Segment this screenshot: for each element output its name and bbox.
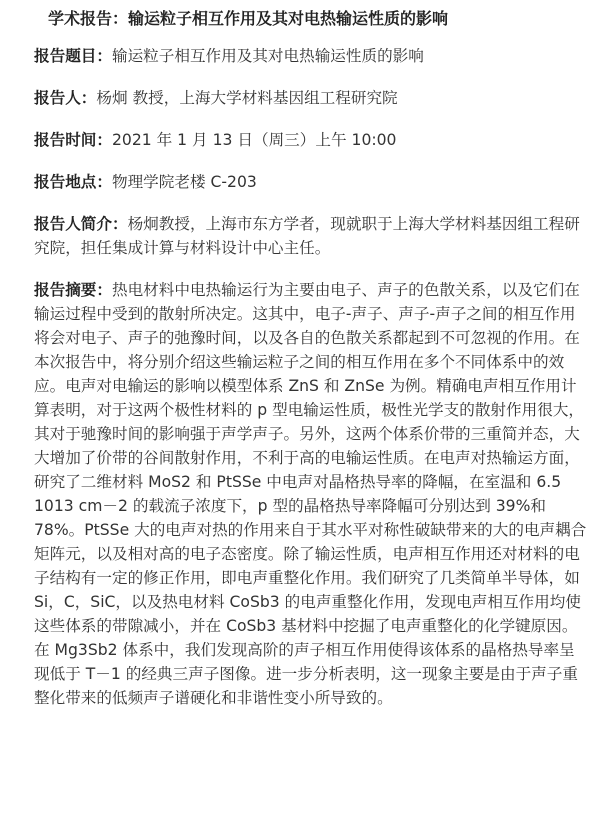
page-title: 学术报告：输运粒子相互作用及其对电热输运性质的影响 <box>48 9 449 28</box>
location-field <box>34 170 588 194</box>
report-topic-field <box>34 44 588 68</box>
speaker-label: 报告人： <box>34 89 97 107</box>
time-field <box>34 128 588 152</box>
speaker-bio-label: 报告人简介： <box>34 215 128 233</box>
speaker-bio-value: 杨炯教授，上海市东方学者，现就职于上海大学材料基因组工程研究院，担任集成计算与材料设计中心主任。 <box>34 215 580 257</box>
location-value: 物理学院老楼 C-203 <box>111 173 257 191</box>
abstract-value: 热电材料中电热输运行为主要由电子、声子的色散关系，以及它们在输运过程中受到的散射所决定。这其中，电子-声子、声子-声子之间的相互作用将会对电子、声子的弛豫时间，以及各自的色散关系都起到不可忽视的作用。在本次报告中，将分别介绍这些输运粒子之间的相互作用在多个不同体系中的效应。电声对电输运的影响以模型体系 ZnS 和 ZnSe 为例。精确电声相互作用计算表明，对于这两个极性材料的 p 型电输运性质，极性光学支的散射作用很大，其对于驰豫时间的影响强于声学声子。另外，这两个体系价带的三重简并态，大大增加了价带的谷间散射作用，不利于高的电输运性质。在电声对热输运方面，研究了二维材料 MoS2 和 PtSSe 中电声对晶格热导率的降幅，在室温和 6.5 1013 cm－2 的载流子浓度下，p 型的晶格热导率降幅可分别达到 39%和 78%。PtSSe 大的电声对热的作用来自于其水平对称性破缺带来的大的电声耦合矩阵元，以及相对高的电子态密度。除了输运性质，电声相互作用还对材料的电子结构有一定的修正作用，即电声重整化作用。我们研究了几类简单半导体，如 Si，C，SiC，以及热电材料 CoSb3 的电声重整化作用，发现电声相互作用均使这些体系的带隙减小，并在 CoSb3 基材料中挖掘了电声重整化的化学键原因。在 Mg3Sb2 体系中，我们发现高阶的声子相互作用使得该体系的晶格热导率呈现低于 T－1 的经典三声子图像。进一步分析表明，这一现象主要是由于声子重整化带来的低频声子谱硬化和非谐性变小所导致的。 <box>34 281 587 707</box>
speaker-field <box>34 86 588 110</box>
speaker-bio-field <box>34 212 588 260</box>
speaker-value: 杨炯 教授，上海大学材料基因组工程研究院 <box>96 89 398 107</box>
time-label: 报告时间： <box>34 131 112 149</box>
report-topic-label: 报告题目： <box>34 47 112 65</box>
location-label: 报告地点： <box>34 173 112 191</box>
report-topic-value: 输运粒子相互作用及其对电热输运性质的影响 <box>111 47 424 65</box>
time-value: 2021 年 1 月 13 日（周三）上午 10:00 <box>111 131 397 149</box>
abstract-label: 报告摘要： <box>34 281 112 299</box>
abstract-field <box>34 278 588 710</box>
